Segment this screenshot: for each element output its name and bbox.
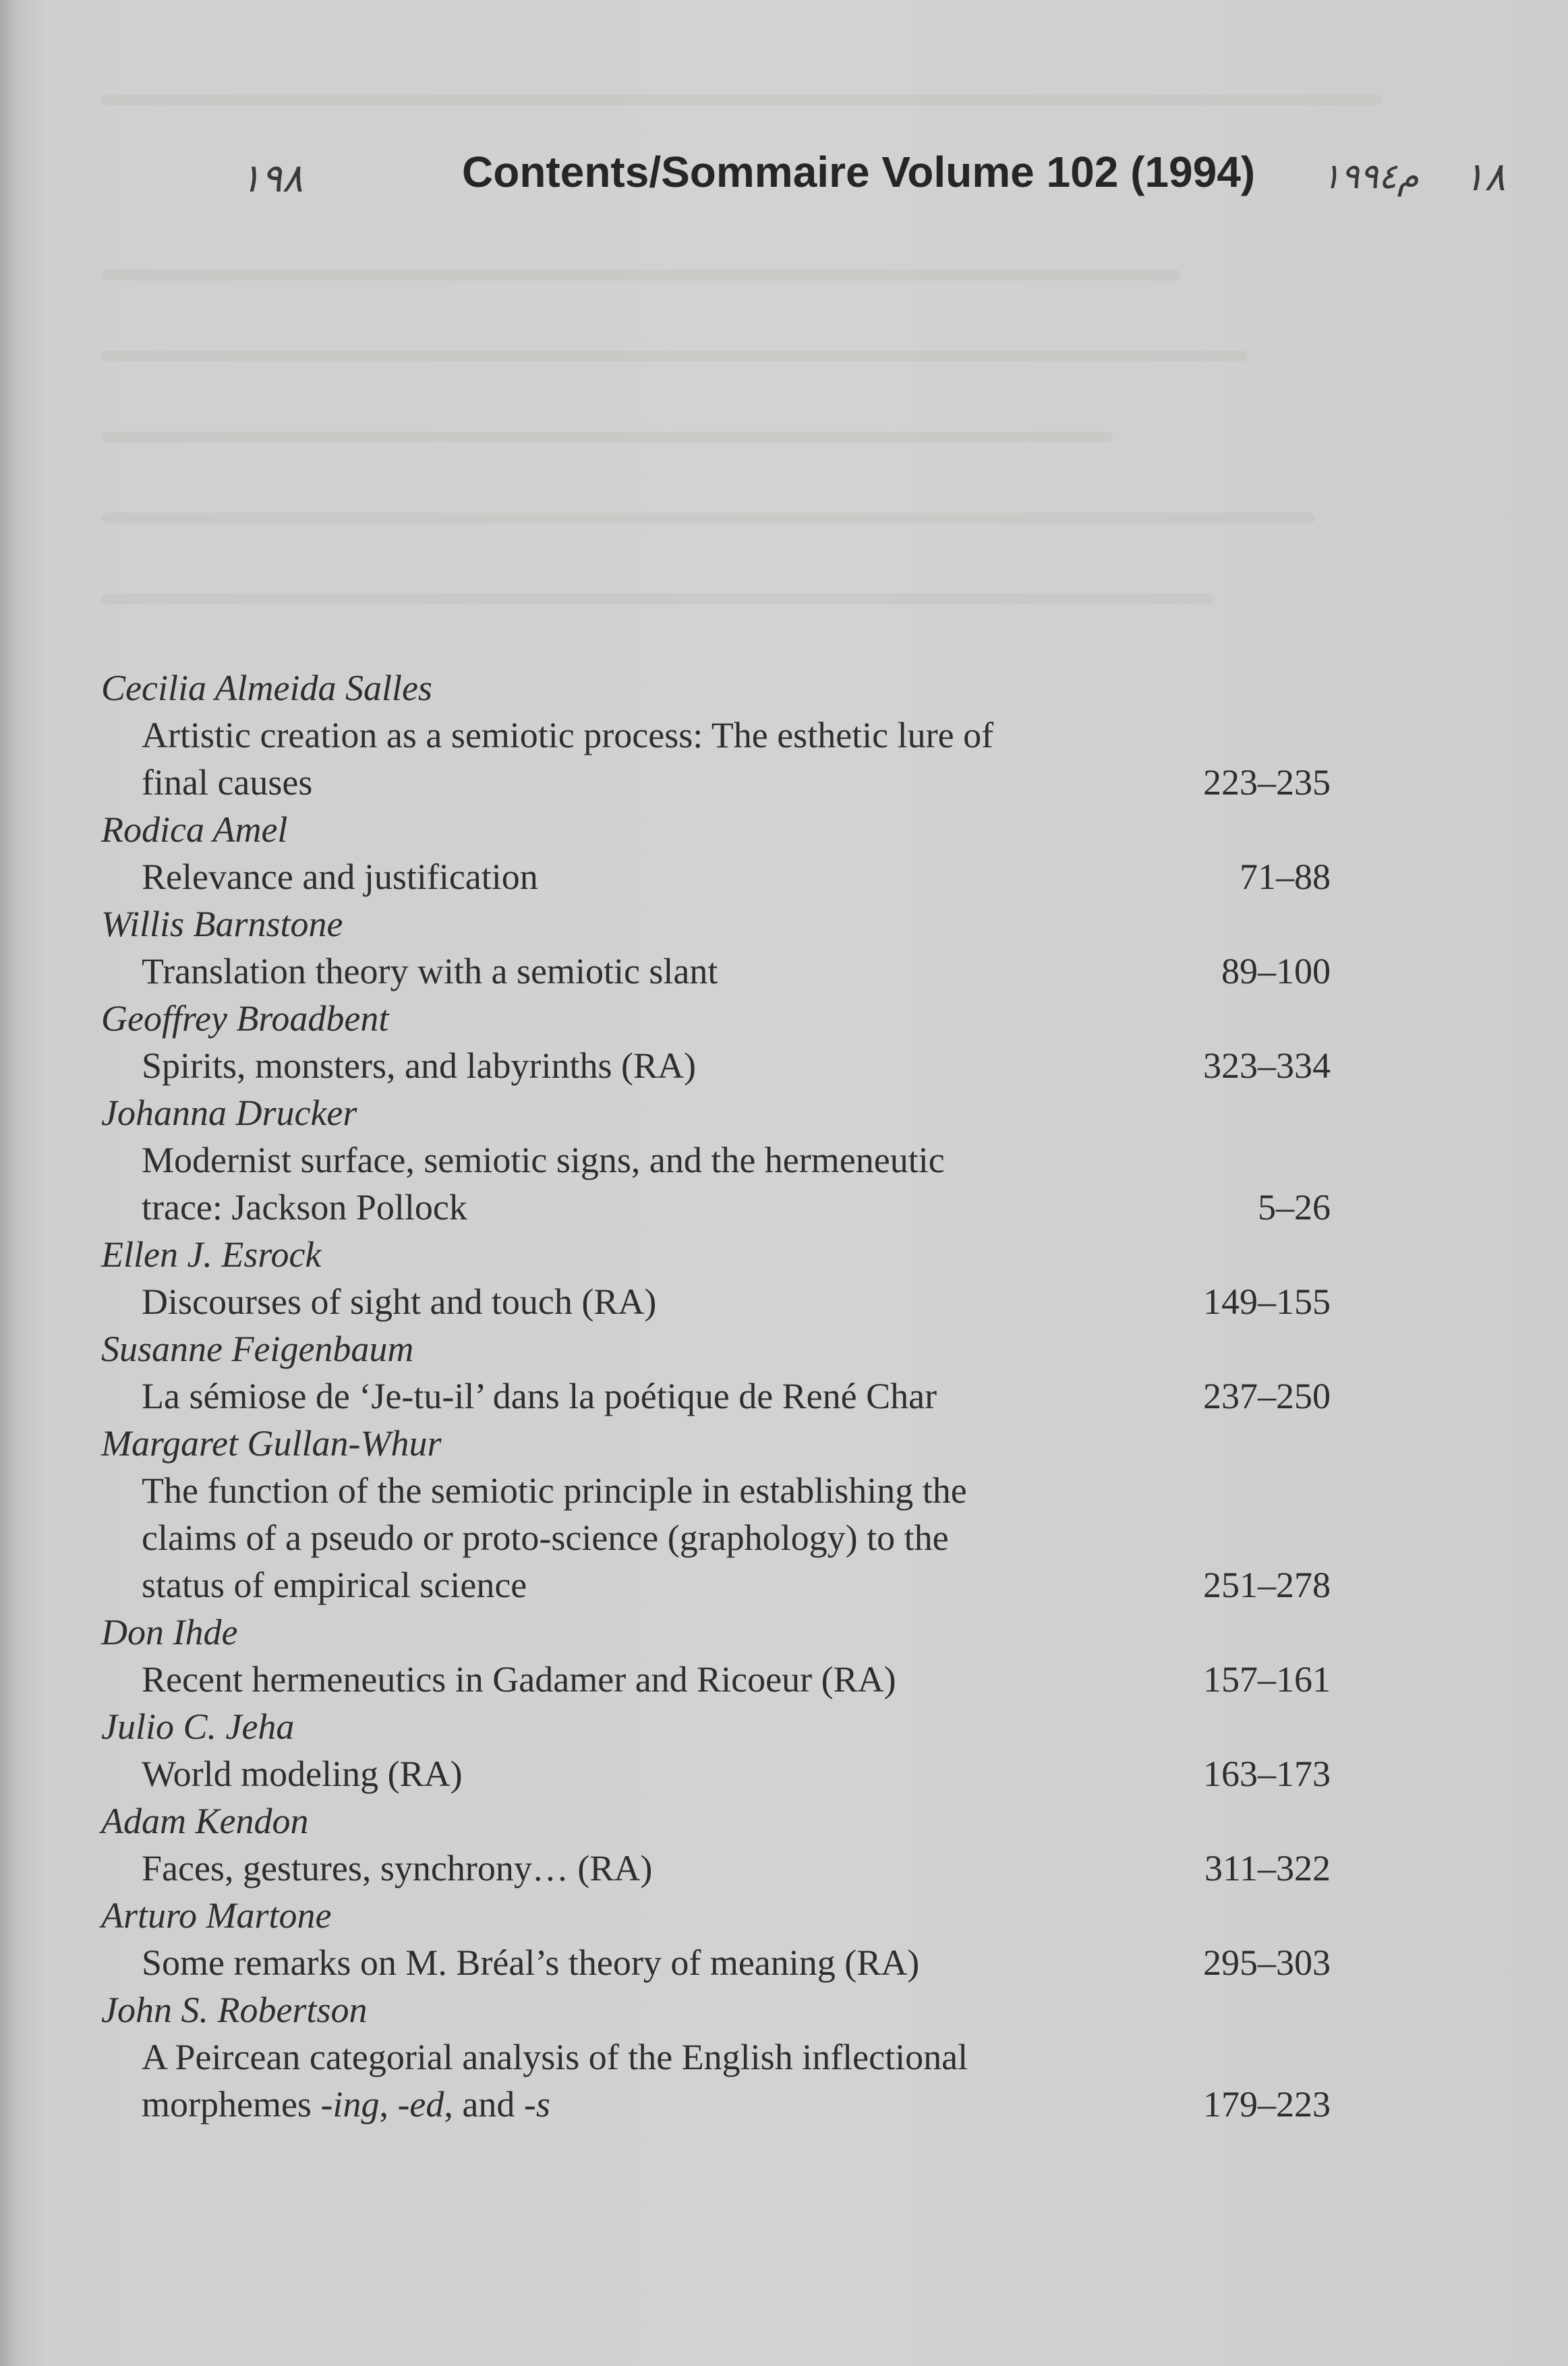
entry-author: Arturo Martone	[101, 1895, 332, 1936]
contents-list	[101, 664, 1349, 2128]
entry-author: Adam Kendon	[101, 1801, 309, 1841]
bleed-through	[101, 513, 1315, 523]
entry-article	[101, 2033, 1349, 2128]
entry-author: Johanna Drucker	[101, 1093, 357, 1133]
entry-article	[101, 1750, 1349, 1797]
entry-author: Ellen J. Esrock	[101, 1234, 322, 1275]
entry-title-line: Translation theory with a semiotic slant	[142, 951, 718, 991]
bleed-through	[101, 270, 1180, 281]
entry-title-line: Discourses of sight and touch (RA)	[142, 1281, 657, 1322]
entry-pages: 323–334	[1203, 1045, 1331, 1086]
entry-article	[101, 1467, 1349, 1609]
entry-pages: 251–278	[1203, 1565, 1331, 1605]
entry-pages: 223–235	[1203, 762, 1331, 803]
entry-title-line: Recent hermeneutics in Gadamer and Ricoeur (RA)	[142, 1659, 896, 1700]
entry-article	[101, 1042, 1349, 1089]
entry-article	[101, 1136, 1349, 1231]
entry-article	[101, 712, 1349, 806]
entry-article	[101, 948, 1349, 995]
page-title: Contents/Sommaire Volume 102 (1994)	[462, 148, 1256, 196]
contents-entry	[101, 1797, 1349, 1892]
bleed-through	[101, 351, 1248, 362]
handwritten-annotation-left: ١٩٨	[240, 155, 303, 201]
entry-article	[101, 1278, 1349, 1325]
contents-entry	[101, 806, 1349, 900]
entry-title-line: La sémiose de ‘Je-tu-il’ dans la poétique de René Char	[142, 1376, 937, 1416]
contents-entry	[101, 1420, 1349, 1609]
entry-author: Willis Barnstone	[101, 904, 343, 944]
entry-article	[101, 853, 1349, 900]
entry-title-line: Some remarks on M. Bréal’s theory of meaning (RA)	[142, 1942, 920, 1983]
morpheme-emphasis: -ed	[397, 2084, 444, 2125]
entry-pages: 149–155	[1203, 1281, 1331, 1322]
entry-title-line: Spirits, monsters, and labyrinths (RA)	[142, 1045, 696, 1086]
entry-pages: 71–88	[1240, 857, 1331, 897]
entry-article	[101, 1656, 1349, 1703]
entry-title-line: status of empirical science	[142, 1565, 527, 1605]
entry-author: Rodica Amel	[101, 809, 288, 850]
entry-author: Don Ihde	[101, 1612, 238, 1652]
entry-title-line: trace: Jackson Pollock	[142, 1187, 467, 1228]
handwritten-annotation-right: م١٩٩٤	[1322, 156, 1419, 197]
entry-pages: 157–161	[1203, 1659, 1331, 1700]
handwritten-annotation-far-right: ١٨	[1463, 154, 1506, 200]
entry-title-line: Modernist surface, semiotic signs, and the hermeneutic	[142, 1140, 945, 1180]
entry-author: Julio C. Jeha	[101, 1706, 295, 1747]
entry-pages: 179–223	[1203, 2084, 1331, 2125]
entry-author: Cecilia Almeida Salles	[101, 668, 432, 708]
contents-entry	[101, 1325, 1349, 1420]
bleed-through	[101, 94, 1383, 105]
entry-title-line: World modeling (RA)	[142, 1754, 463, 1794]
contents-entry	[101, 1892, 1349, 1986]
page-header	[0, 135, 1568, 209]
morpheme-emphasis: -ing	[320, 2084, 380, 2125]
contents-entry	[101, 1231, 1349, 1325]
contents-entry	[101, 1986, 1349, 2128]
entry-title-line: Faces, gestures, synchrony… (RA)	[142, 1848, 653, 1888]
contents-entry	[101, 995, 1349, 1089]
contents-entry	[101, 664, 1349, 806]
morpheme-emphasis: -s	[523, 2084, 550, 2125]
bleed-through	[101, 594, 1214, 604]
entry-title-line: final causes	[142, 762, 313, 803]
entry-title-line: Relevance and justification	[142, 857, 538, 897]
entry-title-line: claims of a pseudo or proto-science (graphology) to the	[142, 1518, 949, 1558]
contents-entry	[101, 1703, 1349, 1797]
contents-entry	[101, 900, 1349, 995]
entry-article	[101, 1845, 1349, 1892]
entry-title-line: morphemes -ing, -ed, and -s	[142, 2084, 550, 2125]
entry-author: John S. Robertson	[101, 1990, 368, 2030]
entry-article	[101, 1939, 1349, 1986]
entry-author: Susanne Feigenbaum	[101, 1329, 414, 1369]
entry-title-line: A Peircean categorial analysis of the English inflectional	[142, 2037, 968, 2077]
bleed-through	[101, 432, 1113, 442]
entry-title-line: The function of the semiotic principle in establishing the	[142, 1470, 967, 1511]
entry-author: Margaret Gullan-Whur	[101, 1423, 442, 1464]
entry-pages: 5–26	[1258, 1187, 1331, 1228]
entry-pages: 311–322	[1204, 1848, 1331, 1888]
entry-article	[101, 1373, 1349, 1420]
contents-entry	[101, 1609, 1349, 1703]
contents-entry	[101, 1089, 1349, 1231]
entry-pages: 89–100	[1221, 951, 1331, 991]
entry-pages: 237–250	[1203, 1376, 1331, 1416]
entry-author: Geoffrey Broadbent	[101, 998, 389, 1039]
entry-title-line: Artistic creation as a semiotic process: The esthetic lure of	[142, 715, 994, 755]
entry-pages: 163–173	[1203, 1754, 1331, 1794]
entry-pages: 295–303	[1203, 1942, 1331, 1983]
